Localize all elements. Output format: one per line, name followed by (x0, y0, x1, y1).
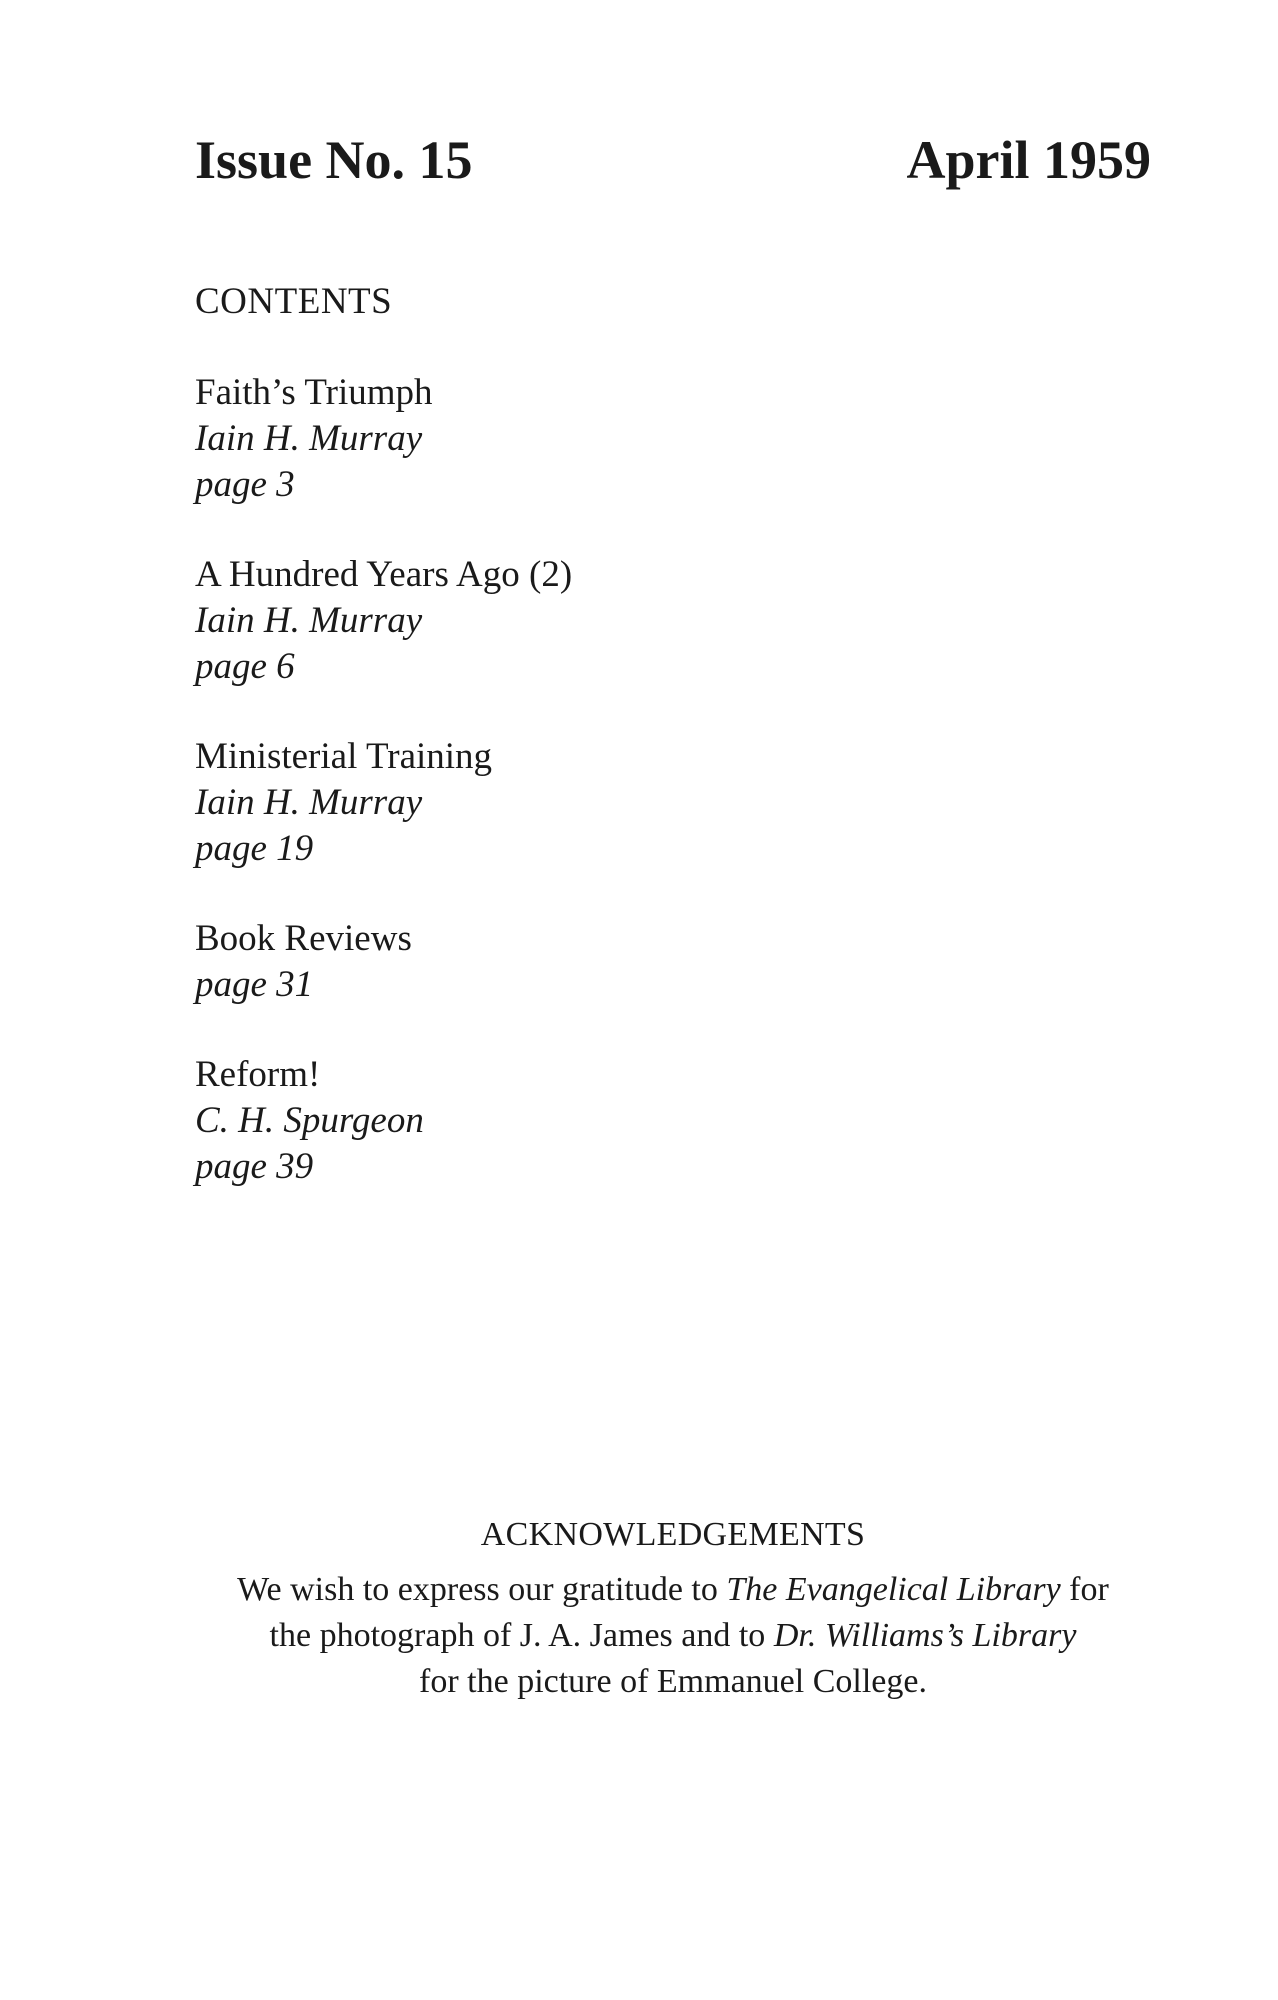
issue-number: Issue No. 15 (195, 130, 473, 190)
entry-page: page 39 (195, 1146, 314, 1187)
entry-title: Ministerial Training (195, 736, 493, 777)
acknowledgements-line-1 (195, 1567, 1151, 1613)
library-name: Dr. Williams’s Library (773, 1617, 1077, 1654)
contents-entry (195, 552, 1095, 690)
acknowledgements-heading: ACKNOWLEDGEMENTS (480, 1516, 866, 1553)
entry-author: Iain H. Murray (195, 600, 423, 641)
acknowledgements-text: for (1060, 1571, 1109, 1608)
contents-entry (195, 734, 1095, 872)
entry-page: page 31 (195, 964, 314, 1005)
issue-date: April 1959 (906, 130, 1151, 190)
header (195, 128, 1151, 192)
entry-author: Iain H. Murray (195, 418, 423, 459)
acknowledgements-text: the photograph of J. A. James and to (269, 1617, 774, 1654)
contents-entry (195, 1052, 1095, 1190)
entry-page: page 3 (195, 464, 295, 505)
acknowledgements (195, 1513, 1151, 1705)
contents-entry (195, 916, 1095, 1008)
acknowledgements-text: We wish to express our gratitude to (237, 1571, 727, 1608)
entry-page: page 19 (195, 828, 314, 869)
entry-title: A Hundred Years Ago (2) (195, 554, 573, 595)
entry-author: Iain H. Murray (195, 782, 423, 823)
acknowledgements-line-3: for the picture of Emmanuel College. (419, 1663, 927, 1700)
entry-title: Faith’s Triumph (195, 372, 433, 413)
entry-author: C. H. Spurgeon (195, 1100, 424, 1141)
contents-entry (195, 370, 1095, 508)
contents-list (195, 370, 1095, 1234)
contents-heading: CONTENTS (195, 281, 393, 322)
library-name: The Evangelical Library (726, 1571, 1061, 1608)
entry-page: page 6 (195, 646, 295, 687)
acknowledgements-line-2 (195, 1613, 1151, 1659)
acknowledgements-body (195, 1567, 1151, 1705)
entry-title: Book Reviews (195, 918, 412, 959)
entry-title: Reform! (195, 1054, 321, 1095)
